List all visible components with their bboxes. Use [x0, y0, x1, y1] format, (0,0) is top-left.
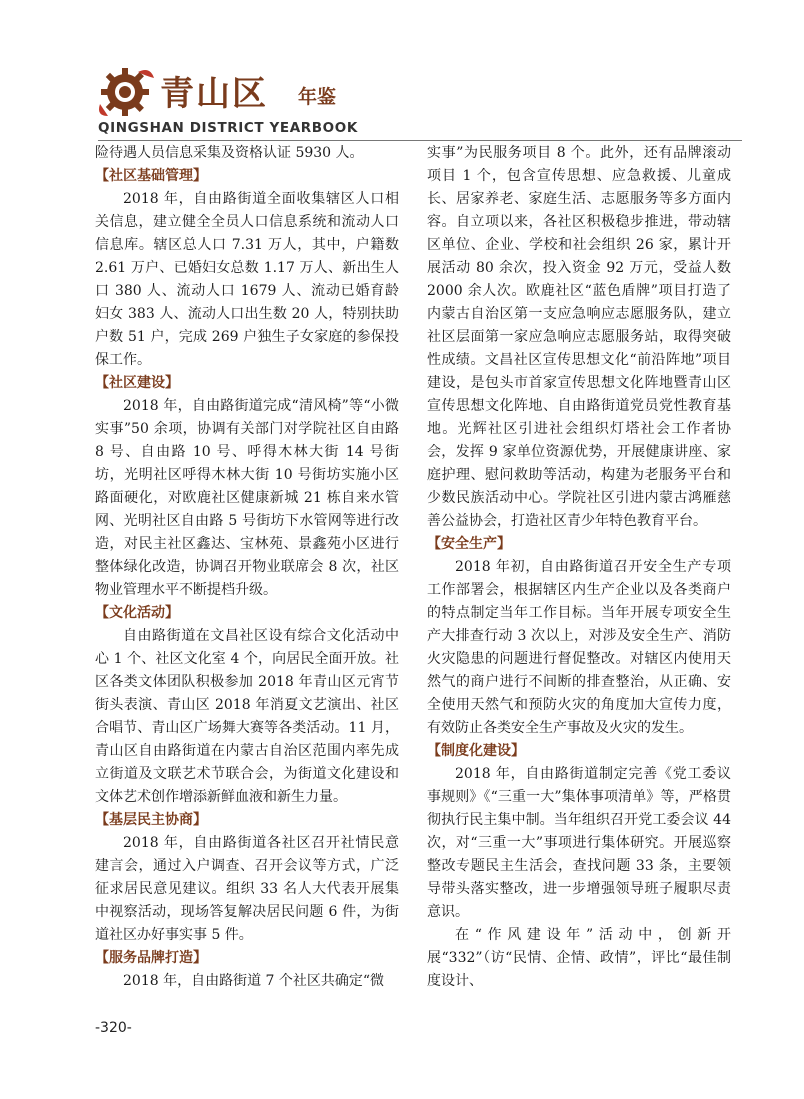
body-paragraph: 险待遇人员信息采集及资格认证 5930 人。 [95, 145, 364, 161]
section-heading: 【制度化建设】 [427, 743, 525, 759]
section-heading: 【服务品牌打造】 [95, 950, 207, 966]
section-heading: 【文化活动】 [95, 605, 179, 621]
section-heading: 【社区基础管理】 [95, 168, 207, 184]
yearbook-english-title: QINGSHAN DISTRICT YEARBOOK [98, 120, 358, 136]
yearbook-header [72, 58, 742, 140]
body-paragraph: 2018 年，自由路街道全面收集辖区人口相关信息，建立健全全员人口信息系统和流动人口信息库。辖区总人口 7.31 万人，其中，户籍数 2.61 万户、已婚妇女总数 1.17 万人、新出生人口 380 人、流动人口 1679 人、流动已婚育龄妇女 383 人、流动人口出生数 20 人，特别扶助户数 51 户，完成 269 户独生子女家庭的参保投保工作。 [95, 191, 399, 368]
right-column [427, 142, 731, 993]
left-column [95, 142, 399, 993]
section-heading: 【基层民主协商】 [95, 812, 207, 828]
header-divider [98, 140, 742, 141]
body-paragraph: 在“作风建设年”活动中，创新开展“332”（访“民情、企情、政情”，评比“最佳制度设计、 [427, 927, 731, 989]
body-paragraph: 2018 年，自由路街道制定完善《党工委议事规则》《“三重一大”集体事项清单》等，严格贯彻执行民主集中制。当年组织召开党工委会议 44 次，对“三重一大”事项进行集体研究。开展巡察整改专题民主生活会，查找问题 33 条，主要领导带头落实整改，进一步增强领导班子履职尽责意识。 [427, 766, 731, 920]
gear-flower-logo-icon [98, 64, 156, 118]
body-paragraph: 实事”为民服务项目 8 个。此外，还有品牌滚动项目 1 个，包含宣传思想、应急救援、儿童成长、居家养老、家庭生活、志愿服务等多方面内容。自立项以来，各社区积极稳步推进，带动辖区单位、企业、学校和社会组织 26 家，累计开展活动 80 余次，投入资金 92 万元，受益人数 2000 余人次。欧鹿社区“蓝色盾牌”项目打造了内蒙古自治区第一支应急响应志愿服务队，建立社区层面第一家应急响应志愿服务站，取得突破性成绩。文昌社区宣传思想文化“前沿阵地”项目建设，是包头市首家宣传思想文化阵地暨青山区宣传思想文化阵地、自由路街道党员党性教育基地。光辉社区引进社会组织灯塔社会工作者协会，发挥 9 家单位资源优势，开展健康讲座、家庭护理、慰问救助等活动，构建为老服务平台和少数民族活动中心。学院社区引进内蒙古鸿雁慈善公益协会，打造社区青少年特色教育平台。 [427, 145, 731, 529]
yearbook-title: 青山区 [160, 74, 268, 114]
body-paragraph: 2018 年初，自由路街道召开安全生产专项工作部署会，根据辖区内生产企业以及各类商户的特点制定当年工作目标。当年开展专项安全生产大排查行动 3 次以上，对涉及安全生产、消防火灾隐患的问题进行督促整改。对辖区内使用天然气的商户进行不间断的排查整治，从正确、安全使用天然气和预防火灾的角度加大宣传力度，有效防止各类安全生产事故及火灾的发生。 [427, 559, 731, 736]
page-number: -320- [95, 1020, 132, 1036]
body-paragraph: 2018 年，自由路街道 7 个社区共确定“微 [123, 973, 385, 989]
section-heading: 【社区建设】 [95, 375, 179, 391]
body-paragraph: 2018 年，自由路街道各社区召开社情民意建言会，通过入户调查、召开会议等方式，广泛征求居民意见建议。组织 33 名人大代表开展集中视察活动，现场答复解决居民问题 6 件，为街道社区办好事实事 5 件。 [95, 835, 399, 943]
body-paragraph: 2018 年，自由路街道完成“清风椅”等“小微实事”50 余项，协调有关部门对学院社区自由路 8 号、自由路 10 号、呼得木林大街 14 号街坊，光明社区呼得木林大街 10 号街坊实施小区路面硬化，对欧鹿社区健康新城 21 栋自来水管网、光明社区自由路 5 号街坊下水管网等进行改造，对民主社区鑫达、宝林苑、景鑫苑小区进行整体绿化改造，协调召开物业联席会 8 次，社区物业管理水平不断提档升级。 [95, 398, 399, 598]
section-heading: 【安全生产】 [427, 536, 511, 552]
body-paragraph: 自由路街道在文昌社区设有综合文化活动中心 1 个、社区文化室 4 个，向居民全面开放。社区各类文体团队积极参加 2018 年青山区元宵节街头表演、青山区 2018 年消夏文艺演出、社区合唱节、青山区广场舞大赛等各类活动。11 月，青山区自由路街道在内蒙古自治区范围内率先成立街道及文联艺术节联合会，为街道文化建设和文体艺术创作增添新鲜血液和新生力量。 [95, 628, 399, 805]
yearbook-subtitle: 年鉴 [298, 86, 337, 108]
